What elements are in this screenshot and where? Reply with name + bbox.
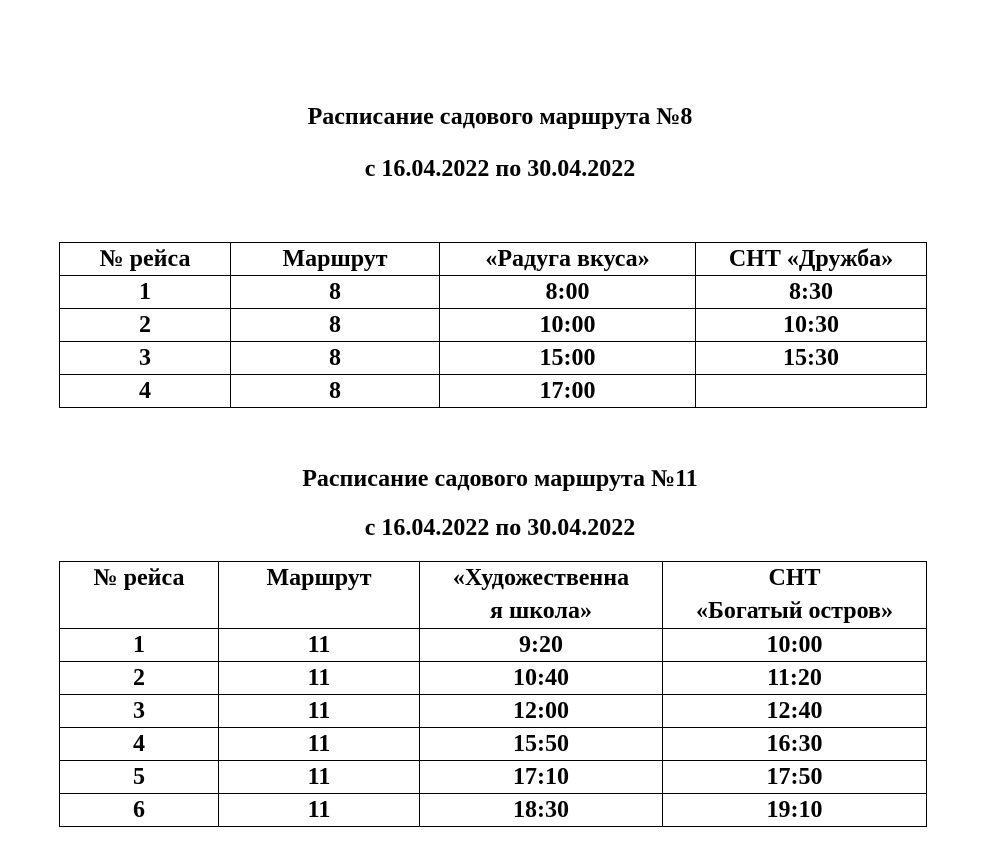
column-header-route: Маршрут — [219, 562, 420, 629]
time-cell: 10:30 — [696, 309, 927, 342]
route-cell: 8 — [231, 276, 440, 309]
route-cell: 8 — [231, 375, 440, 408]
table-row — [60, 309, 927, 342]
trip-number-cell: 4 — [60, 728, 219, 761]
table-row — [60, 761, 927, 794]
schedule-11-title: Расписание садового маршрута №11 — [302, 466, 698, 492]
column-header-stop-druzhba: СНТ «Дружба» — [696, 243, 927, 276]
column-header-stop-bogaty-ostrov — [663, 562, 927, 629]
time-cell: 16:30 — [663, 728, 927, 761]
route-cell: 11 — [219, 794, 420, 827]
trip-number-cell: 3 — [60, 342, 231, 375]
schedule-8-period: с 16.04.2022 по 30.04.2022 — [364, 156, 636, 182]
schedule-8-table — [59, 242, 927, 408]
time-cell: 10:40 — [420, 662, 663, 695]
time-cell: 19:10 — [663, 794, 927, 827]
trip-number-cell: 5 — [60, 761, 219, 794]
time-cell: 18:30 — [420, 794, 663, 827]
time-cell: 15:00 — [440, 342, 696, 375]
time-cell: 17:50 — [663, 761, 927, 794]
table-row — [60, 695, 927, 728]
trip-number-cell: 4 — [60, 375, 231, 408]
header-line: «Художественна — [452, 565, 630, 591]
table-row — [60, 375, 927, 408]
route-cell: 8 — [231, 309, 440, 342]
trip-number-cell: 1 — [60, 629, 219, 662]
time-cell: 8:30 — [696, 276, 927, 309]
table-row — [60, 662, 927, 695]
route-cell: 11 — [219, 695, 420, 728]
time-cell: 9:20 — [420, 629, 663, 662]
route-cell: 11 — [219, 728, 420, 761]
trip-number-cell: 3 — [60, 695, 219, 728]
time-cell: 8:00 — [440, 276, 696, 309]
header-line: СНТ — [768, 565, 821, 591]
table-row — [60, 728, 927, 761]
header-line: я школа» — [490, 598, 592, 624]
time-cell: 12:00 — [420, 695, 663, 728]
route-cell: 11 — [219, 662, 420, 695]
time-cell — [696, 375, 927, 408]
route-cell: 8 — [231, 342, 440, 375]
table-row — [60, 342, 927, 375]
time-cell: 12:40 — [663, 695, 927, 728]
column-header-route: Маршрут — [231, 243, 440, 276]
time-cell: 10:00 — [663, 629, 927, 662]
column-header-stop-art-school — [420, 562, 663, 629]
table-header-row — [60, 562, 927, 629]
column-header-trip-number: № рейса — [60, 562, 219, 629]
time-cell: 15:50 — [420, 728, 663, 761]
column-header-stop-raduga: «Радуга вкуса» — [440, 243, 696, 276]
schedule-8-title: Расписание садового маршрута №8 — [307, 104, 693, 130]
time-cell: 10:00 — [440, 309, 696, 342]
time-cell: 17:10 — [420, 761, 663, 794]
time-cell: 15:30 — [696, 342, 927, 375]
schedule-11-table — [59, 561, 927, 827]
table-row — [60, 794, 927, 827]
trip-number-cell: 1 — [60, 276, 231, 309]
time-cell: 11:20 — [663, 662, 927, 695]
trip-number-cell: 2 — [60, 662, 219, 695]
column-header-trip-number: № рейса — [60, 243, 231, 276]
header-line: «Богатый остров» — [696, 598, 893, 624]
trip-number-cell: 2 — [60, 309, 231, 342]
table-header-row — [60, 243, 927, 276]
schedule-11-period: с 16.04.2022 по 30.04.2022 — [364, 515, 636, 541]
route-cell: 11 — [219, 761, 420, 794]
route-cell: 11 — [219, 629, 420, 662]
trip-number-cell: 6 — [60, 794, 219, 827]
table-row — [60, 629, 927, 662]
table-row — [60, 276, 927, 309]
time-cell: 17:00 — [440, 375, 696, 408]
